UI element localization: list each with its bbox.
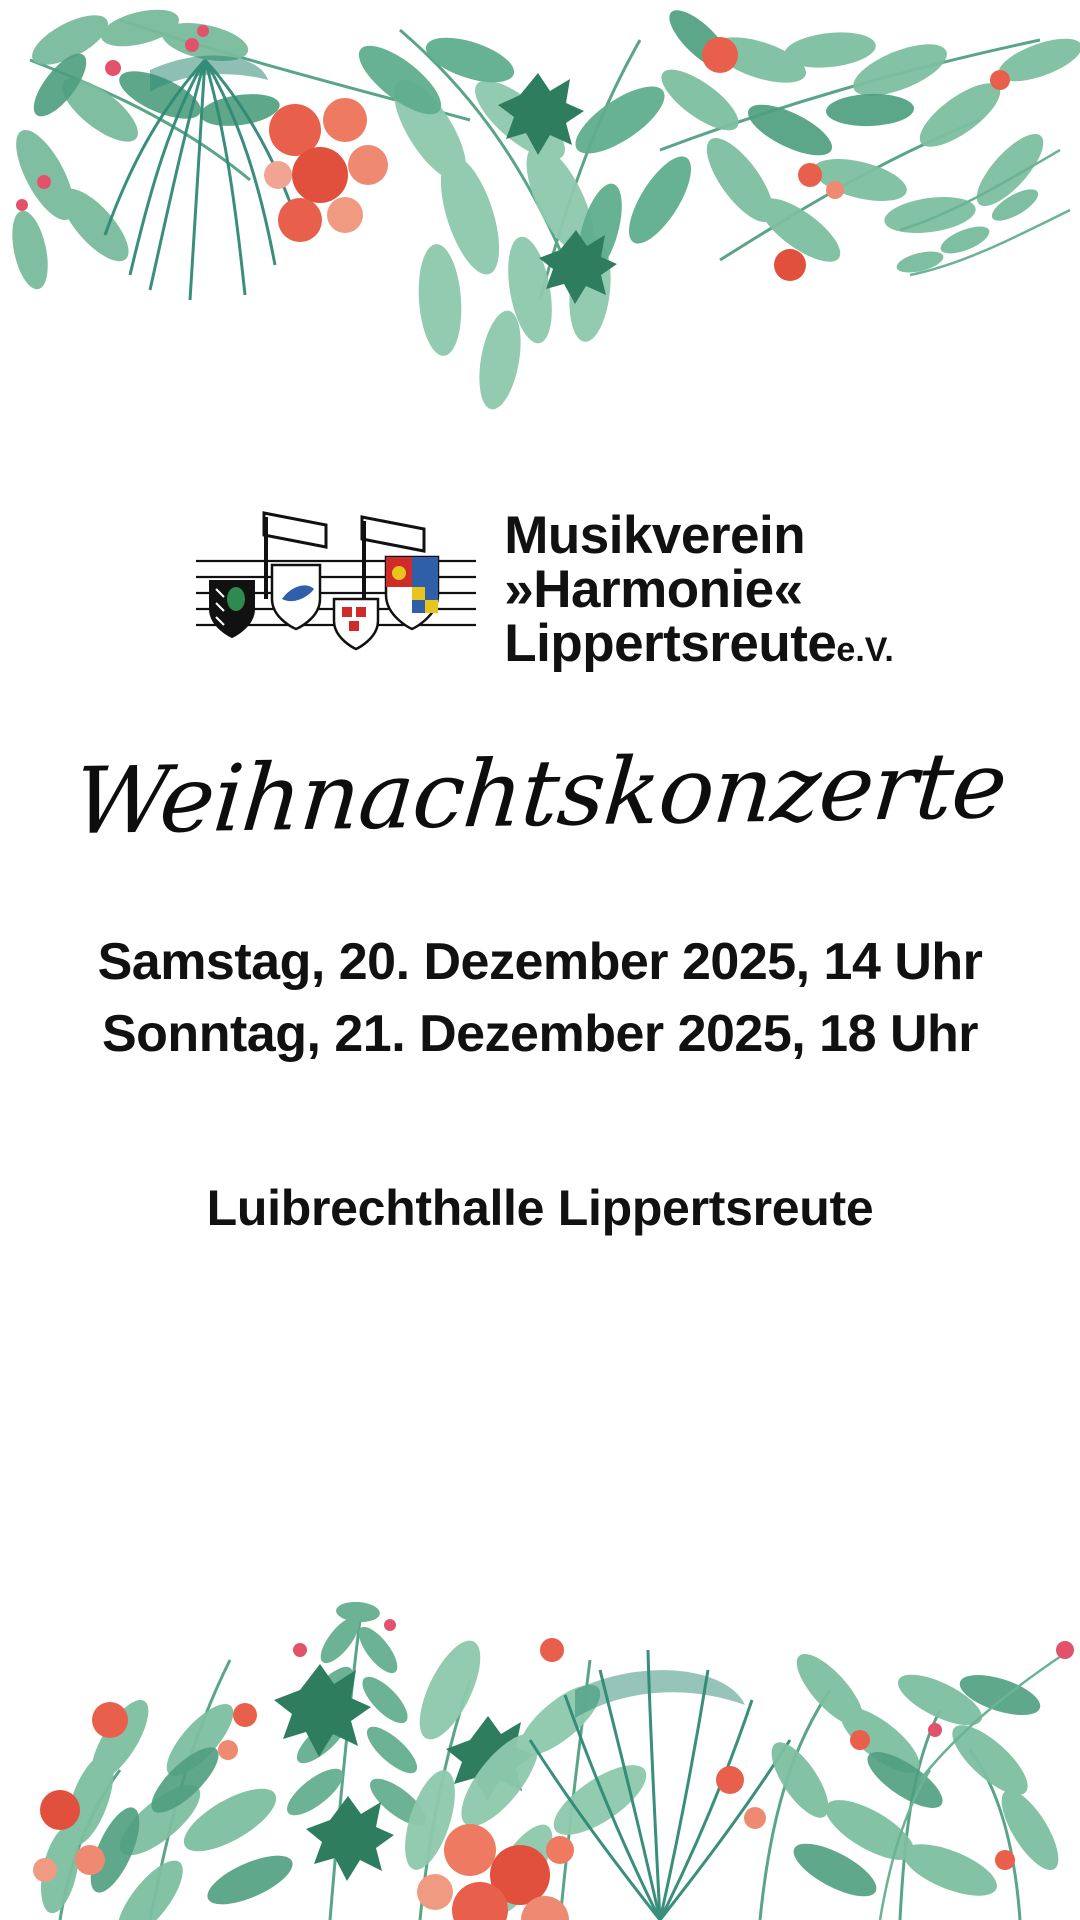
event-date-2: Sonntag, 21. Dezember 2025, 18 Uhr xyxy=(101,1004,978,1063)
org-line-1: Musikverein xyxy=(504,505,806,565)
watercolor-foliage-berries-bottom-border-icon xyxy=(0,1220,1080,1920)
event-dates xyxy=(0,927,1080,1071)
org-line-3-text: Lippertsreute xyxy=(504,614,837,674)
event-venue: Luibrechthalle Lippertsreute xyxy=(206,1179,874,1236)
org-legal-suffix: e.V. xyxy=(836,631,894,670)
organization-logo xyxy=(0,500,1080,680)
org-line-3 xyxy=(504,614,894,674)
watercolor-foliage-berries-top-border-icon xyxy=(0,0,1080,470)
org-line-2: »Harmonie« xyxy=(504,559,803,619)
event-date-1: Samstag, 20. Dezember 2025, 14 Uhr xyxy=(97,933,983,991)
music-staff-with-coats-of-arms-icon xyxy=(186,503,486,678)
page-title: Weihnachtskonzerte xyxy=(69,731,1011,856)
poster-content xyxy=(0,500,1080,1237)
organization-name xyxy=(504,505,894,674)
